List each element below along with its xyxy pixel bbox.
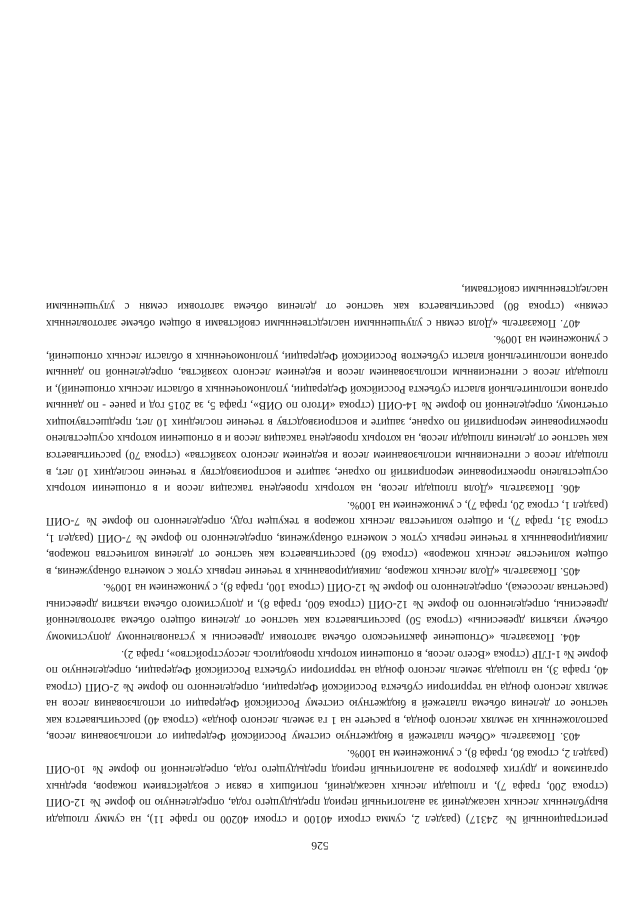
page-number: 526 xyxy=(311,839,329,851)
paragraph-407: 407. Показатель «Доля семян с улучшенными наследственными свойствами в общем объеме заготовленных семян» (строка 80) рассчитывается как частное от деления объема заготовки семян с улучшенными наследственными свойствами, xyxy=(46,283,608,329)
paragraph-405: 405. Показатель «Доля лесных пожаров, ликвидированных в течение первых суток с момента обнаружения, в общем количестве лесных пожаров» (строка 60) рассчитывается как частное от деления количества пожаров, ликвидированных в течение первых суток с момента обнаружения, определенного по форме № 7-ОИП (раздел 1, строка 31, графа 7), и общего количества лесных пожаров в текущем году, определенного по форме № 7-ОИП (раздел 1, строка 20, графа 7), с умножением на 100%. xyxy=(46,498,608,577)
paragraph-403: 403. Показатель «Объем платежей в бюджетную систему Российской Федерации от использования лесов, расположенных на землях лесного фонда, в расчете на 1 га земель лесного фонда» (строка 40) рассчитывается как частное от деления объема платежей в бюджетную систему Российской Федерации от использования лесов на землях лесного фонда на территории субъекта Российской Федерации, определенного по форме № 2-ОИП (строка 40, графа 3), на площадь земель лесного фонда на территории субъекта Российской Федерации, определенную по форме № 1-ГЛР (строка «Всего лесов, в отношении которых проводилось лесоустройство», графа 2). xyxy=(46,647,608,743)
paragraph-404: 404. Показатель «Отношение фактического объема заготовки древесины к установленному допустимому объему изъятия древесины» (строка 50) рассчитывается как частное от деления общего объема заготовленной древесины, определенного по форме № 12-ОИП (строка 600, графа 8), и допустимого объема изъятия древесины (расчетная лесосека), определенного по форме № 12-ОИП (строка 100, графа 8), с умножением на 100%. xyxy=(46,581,608,643)
paragraph-406: 406. Показатель «Доля площади лесов, на которых проведена таксация лесов и в отношении которых осуществлено проектирование мероприятий по охране, защите и воспроизводству в течение последних 10 лет, в площади лесов с интенсивным использованием лесов и ведением лесного хозяйства» (строка 70) рассчитывается как частное от деления площади лесов, на которых проведена таксация лесов и в отношении которых осуществлено проектирование мероприятий по охране, защите и воспроизводству в течение последних 10 лет, предшествующих отчетному, определенной по форме № 14-ОИП (строка «Итого по ОИВ», графа 5, за 2015 год и ранее - по данным органов исполнительной власти субъекта Российской Федерации, уполномоченных в области лесных отношений), и площади лесов с интенсивным использованием лесов и ведением лесного хозяйства, определенной по данным органов исполнительной власти субъектов Российской Федерации, уполномоченных в области лесных отношений, с умножением на 100%. xyxy=(46,333,608,495)
body-text xyxy=(46,281,608,827)
paragraph-continuation: регистрационный № 24317) (раздел 2, сумма строки 40100 и строки 40200 по графе 11), на сумму площади вырубленных лесных насаждений за аналогичный период предыдущего года, определенную по форме № 12-ОИП (строка 200, графа 7), и площади лесных насаждений, погибших в связи с воздействием пожаров, вредных организмов и других факторов за аналогичный период предыдущего года, определенной по форме № 10-ОИП (раздел 2, строка 80, графа 8), с умножением на 100%. xyxy=(46,746,608,825)
